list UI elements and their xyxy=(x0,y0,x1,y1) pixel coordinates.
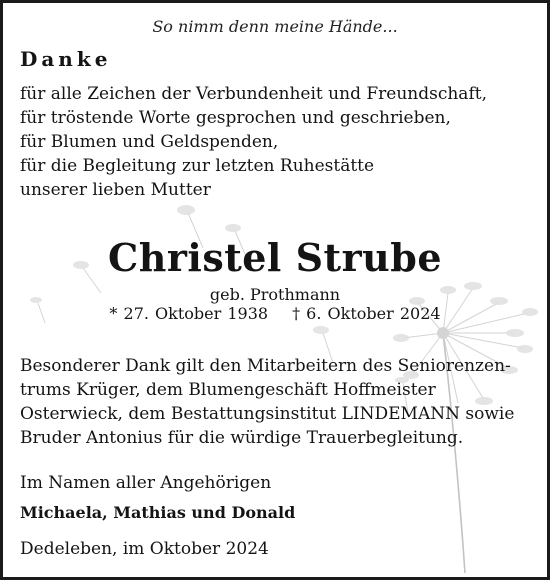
thanks-line: für Blumen und Geldspenden, xyxy=(20,132,279,152)
on-behalf: Im Namen aller Angehörigen xyxy=(20,473,272,493)
special-thanks-line: Besonderer Dank gilt den Mitarbeitern des Seniorenzen- xyxy=(20,356,511,376)
heading: Danke xyxy=(20,47,112,71)
special-thanks-line: trums Krüger, dem Blumengeschäft Hoffmeister xyxy=(20,380,436,400)
life-dates xyxy=(3,304,547,323)
motto: So nimm denn meine Hände... xyxy=(152,17,398,36)
birth-name: geb. Prothmann xyxy=(209,285,341,304)
deceased-name: Christel Strube xyxy=(107,235,442,280)
special-thanks-line: Osterwieck, dem Bestattungsinstitut LINDEMANN sowie xyxy=(20,404,515,424)
thanks-line: für alle Zeichen der Verbundenheit und Freundschaft, xyxy=(20,84,487,104)
thanks-line: für die Begleitung zur letzten Ruhestätte xyxy=(20,156,375,176)
thanks-line: für tröstende Worte gesprochen und geschrieben, xyxy=(20,108,451,128)
signers: Michaela, Mathias und Donald xyxy=(20,503,296,522)
place-date: Dedeleben, im Oktober 2024 xyxy=(20,539,269,559)
birth-date: * 27. Oktober 1938 xyxy=(109,304,269,323)
death-date: † 6. Oktober 2024 xyxy=(292,304,441,323)
thanks-line: unserer lieben Mutter xyxy=(20,180,211,200)
special-thanks-line: Bruder Antonius für die würdige Trauerbegleitung. xyxy=(20,428,464,448)
